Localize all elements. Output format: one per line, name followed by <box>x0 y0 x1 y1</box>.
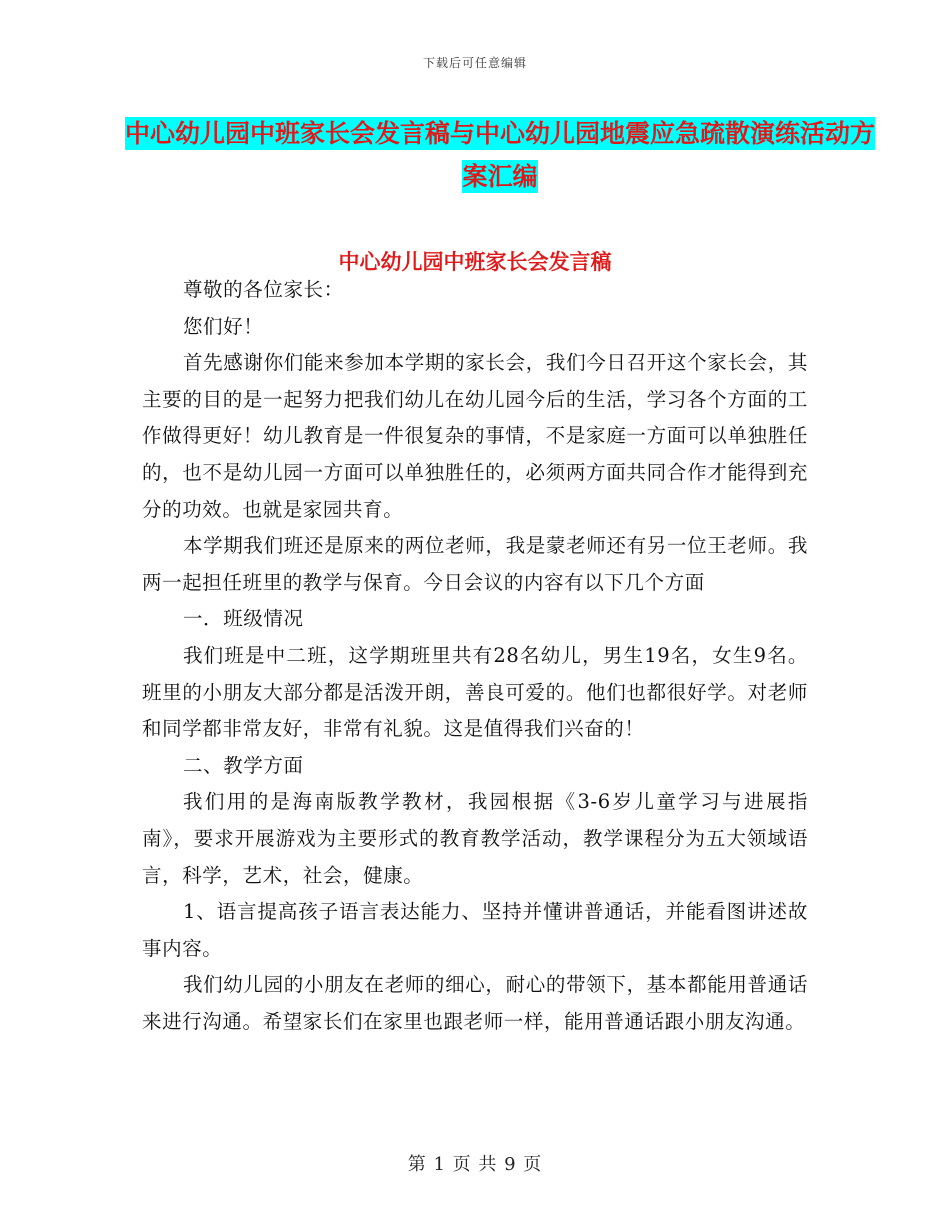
paragraph-language: 1、语言提高孩子语言表达能力、坚持并懂讲普通话，并能看图讲述故事内容。 <box>142 900 808 960</box>
heading-teaching: 二、教学方面 <box>182 753 304 777</box>
page-footer: 第 1 页 共 9 页 <box>407 1154 543 1175</box>
paragraph-intro: 首先感谢你们能来参加本学期的家长会，我们今日召开这个家长会，其主要的目的是一起努力把我们幼儿在幼儿园今后的生活，学习各个方面的工作做得更好！幼儿教育是一件很复杂的事情，不是家庭一方面可以单独胜任的，也不是幼儿园一方面可以单独胜任的，必须两方面共同合作才能得到充分的功效。也就是家园共育。 <box>142 351 808 521</box>
paragraph-teachers: 本学期我们班还是原来的两位老师，我是蒙老师还有另一位王老师。我两一起担任班里的教学与保育。今日会议的内容有以下几个方面 <box>142 534 808 594</box>
page-header-note: 下载后可任意编辑 <box>422 56 527 70</box>
paragraph-greeting-salutation: 尊敬的各位家长： <box>182 278 344 301</box>
paragraph-greeting: 您们好！ <box>182 314 264 338</box>
paragraph-teaching: 我们用的是海南版教学教材，我园根据《3-6岁儿童学习与进展指南》，要求开展游戏为主要形式的教育教学活动，教学课程分为五大领域语言，科学，艺术，社会，健康。 <box>142 790 808 887</box>
document-body <box>142 272 808 1040</box>
section-title: 中心幼儿园中班家长会发言稿 <box>338 250 612 274</box>
document-title <box>120 112 880 198</box>
paragraph-class-situation: 我们班是中二班，这学期班里共有28名幼儿，男生19名，女生9名。班里的小朋友大部分都是活泼开朗，善良可爱的。他们也都很好学。对老师和同学都非常友好，非常有礼貌。这是值得我们兴奋的！ <box>142 643 808 741</box>
paragraph-mandarin: 我们幼儿园的小朋友在老师的细心，耐心的带领下，基本都能用普通话来进行沟通。希望家长们在家里也跟老师一样，能用普通话跟小朋友沟通。 <box>142 973 808 1033</box>
heading-class-situation: 一．班级情况 <box>182 607 304 631</box>
document-title-text: 中心幼儿园中班家长会发言稿与中心幼儿园地震应急疏散演练活动方案汇编 <box>124 119 875 191</box>
